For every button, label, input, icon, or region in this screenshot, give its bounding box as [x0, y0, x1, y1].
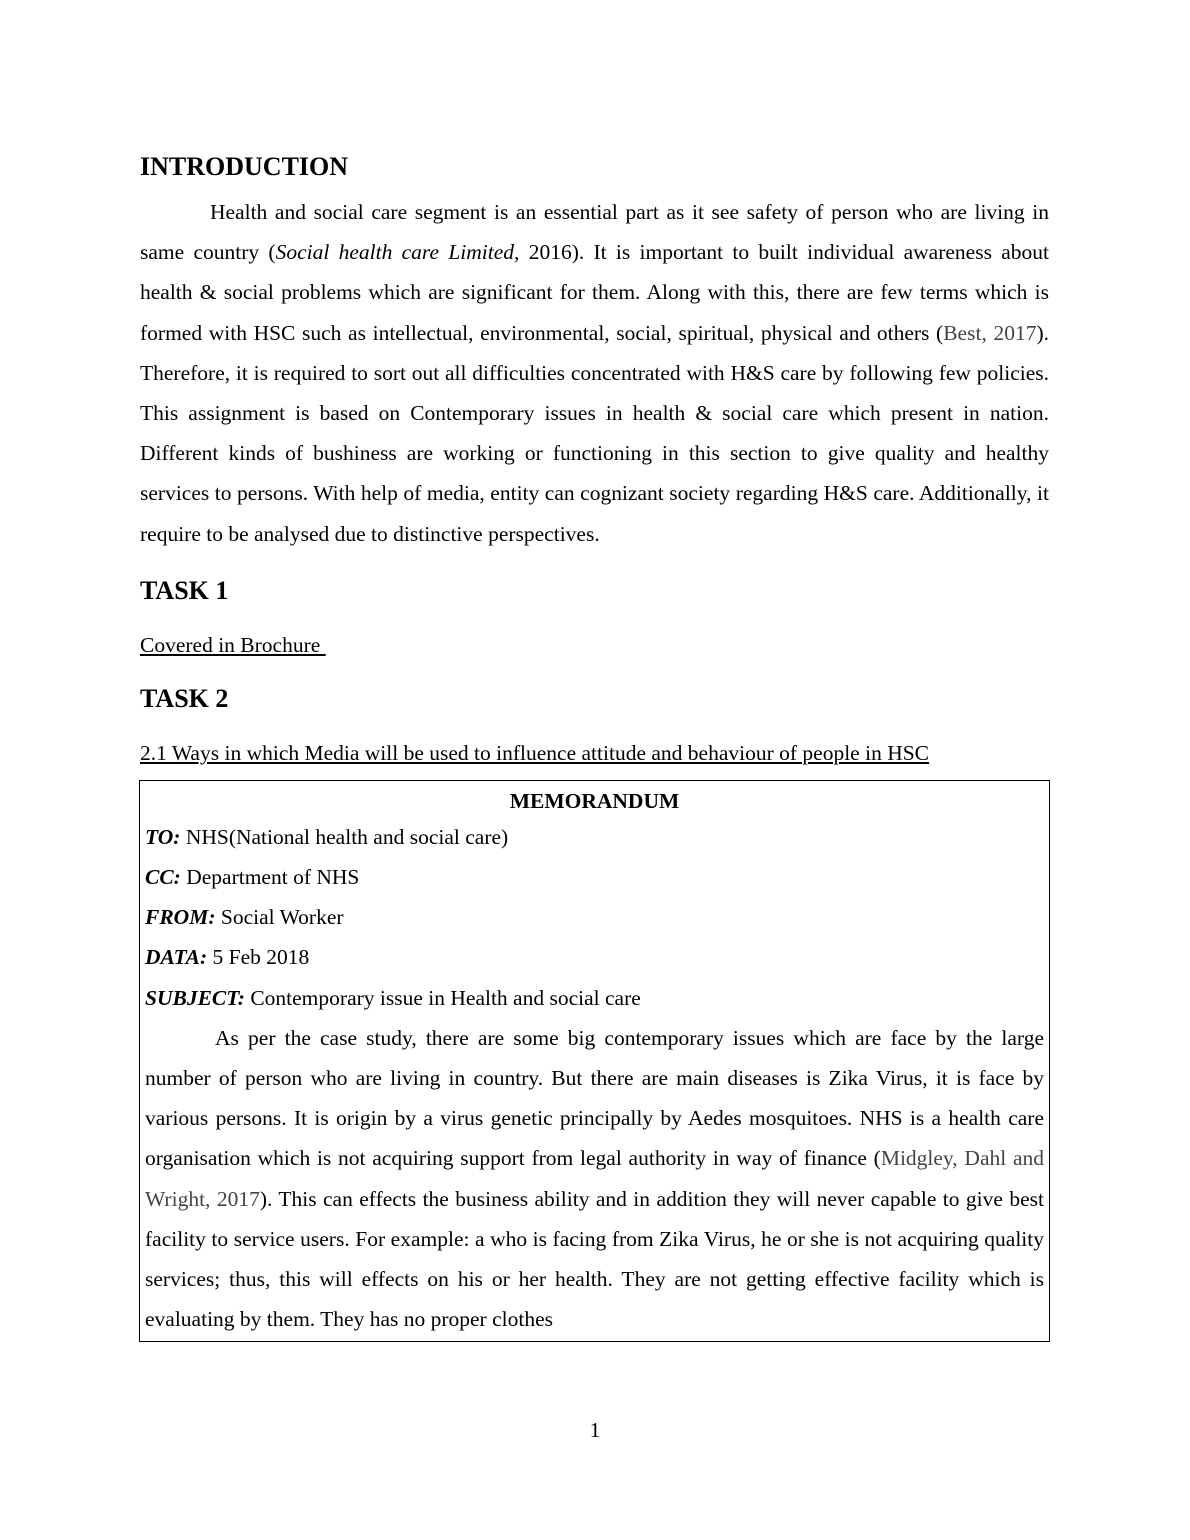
memo-to-line: [145, 817, 1044, 857]
intro-text-part3: ). Therefore, it is required to sort out all difficulties concentrated with H&S care by following few policies. This assignment is based on Contemporary issues in health & social care which present in nation. Different kinds of bushiness are working or functioning in this section to give quality and healthy services to persons. With help of media, entity can cognizant society regarding H&S care. Additionally, it require to be analysed due to distinctive perspectives.: [140, 320, 1049, 546]
task2-subheading: 2.1 Ways in which Media will be used to influence attitude and behaviour of people in HSC: [140, 740, 930, 765]
memo-body-part1: As per the case study, there are some big contemporary issues which are face by the large number of person who are living in country. But there are main diseases is Zika Virus, it is face by various persons. It is origin by a virus genetic principally by Aedes mosquitoes. NHS is a health care organisation which is not acquiring support from legal authority in way of finance (: [145, 1025, 1044, 1171]
introduction-paragraph: [140, 192, 1049, 554]
intro-text-part1: Health and social care segment is an essential part as it see safety of person who are living in same country (: [140, 200, 1049, 265]
memo-date-label: DATA:: [145, 945, 208, 970]
memo-body-citation: Midgley, Dahl and Wright, 2017: [145, 1146, 1045, 1211]
memo-date-line: [145, 937, 1044, 977]
memo-date-value: 5 Feb 2018: [207, 945, 310, 970]
memo-subject-line: [145, 978, 1044, 1018]
memo-cc-value: Department of NHS: [180, 865, 360, 890]
page-number: 1: [589, 1418, 601, 1442]
memo-from-value: Social Worker: [215, 905, 344, 930]
memo-title: MEMORANDUM: [509, 788, 680, 813]
intro-citation-italic: Social health care Limited,: [275, 240, 520, 265]
memo-to-value: NHS(National health and social care): [180, 824, 509, 849]
intro-text-part2: 2016). It is important to built individual awareness about health & social problems which are significant for them. Along with this, there are few terms which is formed with HSC such as intellectual, environmental, social, spiritual, physical and others (: [140, 240, 1049, 345]
memo-cc-label: CC:: [145, 865, 181, 890]
task1-heading: TASK 1: [140, 575, 229, 605]
memo-subject-label: SUBJECT:: [145, 985, 245, 1010]
task2-heading: TASK 2: [140, 683, 229, 713]
memo-from-line: [145, 897, 1044, 937]
memo-from-label: FROM:: [145, 905, 216, 930]
page-content: [140, 150, 1049, 1342]
introduction-heading: INTRODUCTION: [140, 152, 349, 181]
memo-body-part2: ). This can effects the business ability and in addition they will never capable to give best facility to service users. For example: a who is facing from Zika Virus, he or she is not acquiring quality services; thus, this will effects on his or her health. They are not getting effective facility which is evaluating by them. They has no proper clothes: [145, 1186, 1044, 1332]
memo-subject-value: Contemporary issue in Health and social care: [244, 985, 641, 1010]
intro-citation-best: Best, 2017: [943, 320, 1037, 345]
memo-to-label: TO:: [145, 824, 181, 849]
memo-cc-line: [145, 857, 1044, 897]
task1-brochure-note: Covered in Brochure: [140, 632, 326, 657]
memo-body-paragraph: [145, 1018, 1044, 1340]
memorandum-box: [139, 780, 1050, 1342]
